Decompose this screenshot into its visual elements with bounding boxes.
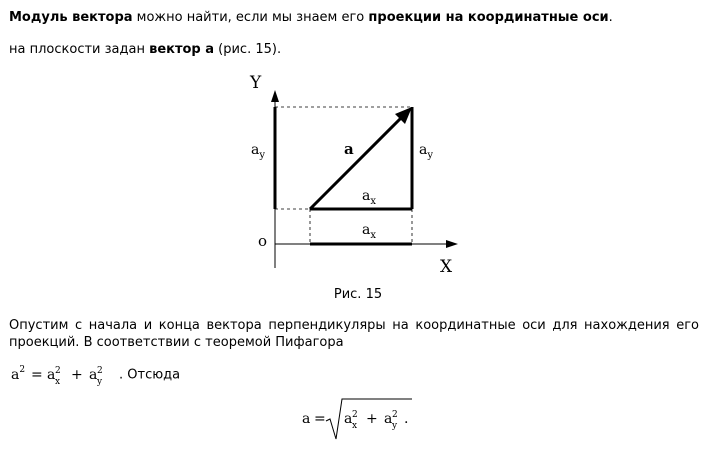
setup-text: на плоскости задан [9,42,150,57]
setup-bold-vector: вектор a [149,42,215,57]
intro-bold-term: Модуль вектора [9,10,133,25]
intro-bold-projection: проекции на координатные оси [368,10,609,25]
svg-text:a: a [89,367,98,383]
intro-text: можно найти, если мы знаем его [132,10,369,25]
svg-text:x: x [352,421,358,431]
y-axis-arrow [271,90,279,102]
proj-x-label: $a_x$ [362,188,376,207]
vector-figure [240,68,480,278]
vector-a [310,115,404,209]
intro-end: . [608,10,613,25]
proj-y-right-label: $a_y$ [419,142,434,161]
y-axis-label: Y [250,73,262,93]
figure-caption: Рис. 15 [333,287,383,302]
perpendiculars-paragraph: Опустим с начала и конца вектора перпендикуляры на координатные оси для нахождения его проекций. В соответствии с теоремой Пифагора [9,318,699,350]
svg-text:a2: $a^2$ [11,365,26,383]
pythagoras-formula [9,363,119,387]
setup-end: (рис. 15). [214,42,282,57]
svg-text:2: 2 [55,366,61,376]
svg-text:a: a [384,411,393,427]
svg-text:a: a [344,411,353,427]
svg-text:=: = [314,411,326,427]
svg-text:+: + [366,411,378,427]
vector-modulus-formula [300,395,430,443]
svg-text:.: . [404,411,409,427]
vector-a-label: a [344,140,354,158]
x-axis-arrow [446,240,458,248]
svg-text:2: 2 [392,410,398,420]
svg-text:=: = [31,367,43,383]
svg-text:+: + [71,367,83,383]
svg-text:x: x [55,377,61,387]
proj-y-left-label: $a_y$ [251,142,266,161]
svg-text:2: 2 [352,410,358,420]
svg-text:2: 2 [97,366,103,376]
x-axis-label: X [440,257,453,277]
pythagoras-tail: . Отсюда [119,367,181,383]
svg-text:a: a [302,411,311,427]
proj-x-axis-label: $a_x$ [362,222,376,241]
setup-paragraph [9,42,281,57]
svg-text:y: y [97,377,103,387]
pythagoras-formula-line [9,363,180,387]
svg-text:a: a [47,367,56,383]
svg-text:y: y [392,421,398,431]
origin-label: o [258,232,268,250]
intro-paragraph [9,10,613,25]
